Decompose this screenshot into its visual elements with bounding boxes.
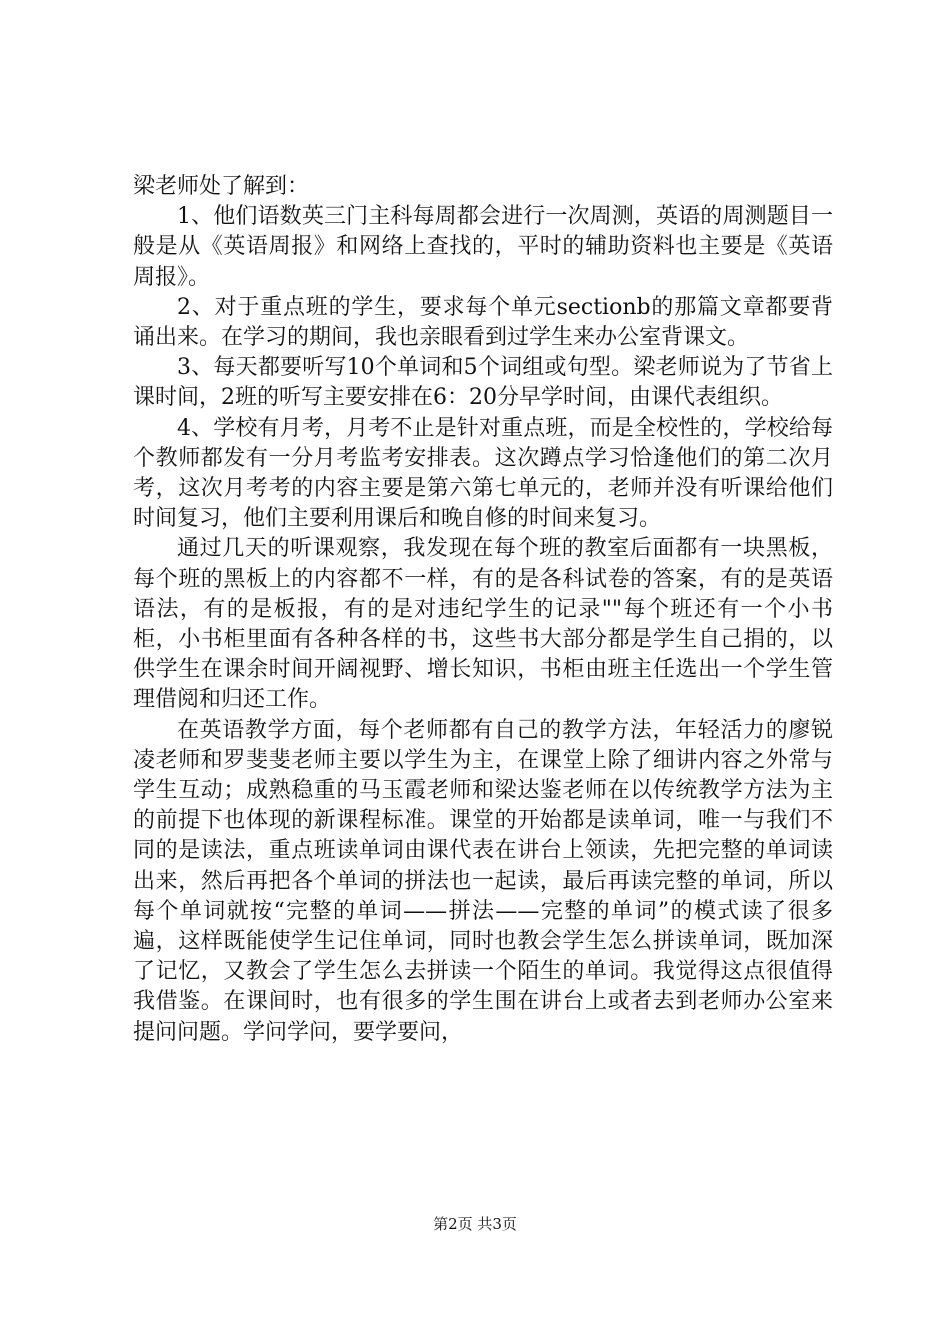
paragraph-observation: 通过几天的听课观察，我发现在每个班的教室后面都有一块黑板，每个班的黑板上的内容都不一样，有的是各科试卷的答案，有的是英语语法，有的是板报，有的是对违纪学生的记录""每个班还有一个小书柜，小书柜里面有各种各样的书，这些书大部分都是学生自己捐的，以供学生在课余时间开阔视野、增长知识，书柜由班主任选出一个学生管理借阅和归还工作。 bbox=[133, 536, 833, 713]
paragraph-item-1: 1、他们语数英三门主科每周都会进行一次周测，英语的周测题目一般是从《英语周报》和网络上查找的，平时的辅助资料也主要是《英语周报》。 bbox=[133, 204, 833, 290]
paragraph-item-2: 2、对于重点班的学生，要求每个单元sectionb的那篇文章都要背诵出来。在学习的期间，我也亲眼看到过学生来办公室背课文。 bbox=[133, 294, 833, 351]
paragraph-item-3: 3、每天都要听写10个单词和5个词组或句型。梁老师说为了节省上课时间，2班的听写主要安排在6：20分早学时间，由课代表组织。 bbox=[133, 355, 833, 411]
paragraph-teaching-methods: 在英语教学方面，每个老师都有自己的教学方法，年轻活力的廖锐凌老师和罗斐斐老师主要以学生为主，在课堂上除了细讲内容之外常与学生互动；成熟稳重的马玉霞老师和梁达鉴老师在以传统教学方法为主的前提下也体现的新课程标准。课堂的开始都是读单词，唯一与我们不同的是读法，重点班读单词由课代表在讲台上领读，先把完整的单词读出来，然后再把各个单词的拼法也一起读，最后再读完整的单词，所以每个单词就按“完整的单词——拼法——完整的单词”的模式读了很多遍，这样既能使学生记住单词，同时也教会学生怎么拼读单词，既加深了记忆，又教会了学生怎么去拼读一个陌生的单词。我觉得这点很值得我借鉴。在课间时，也有很多的学生围在讲台上或者去到老师办公室来提问问题。学问学问，要学要问， bbox=[133, 717, 833, 1045]
document-body bbox=[133, 172, 833, 1048]
paragraph-intro: 梁老师处了解到： bbox=[133, 174, 310, 199]
page-footer: 第2页 共3页 bbox=[433, 1215, 517, 1233]
paragraph-item-4: 4、学校有月考，月考不止是针对重点班，而是全校性的，学校给每个教师都发有一分月考监考安排表。这次蹲点学习恰逢他们的第二次月考，这次月考考的内容主要是第六第七单元的，老师并没有听课给他们时间复习，他们主要利用课后和晚自修的时间来复习。 bbox=[133, 415, 833, 532]
